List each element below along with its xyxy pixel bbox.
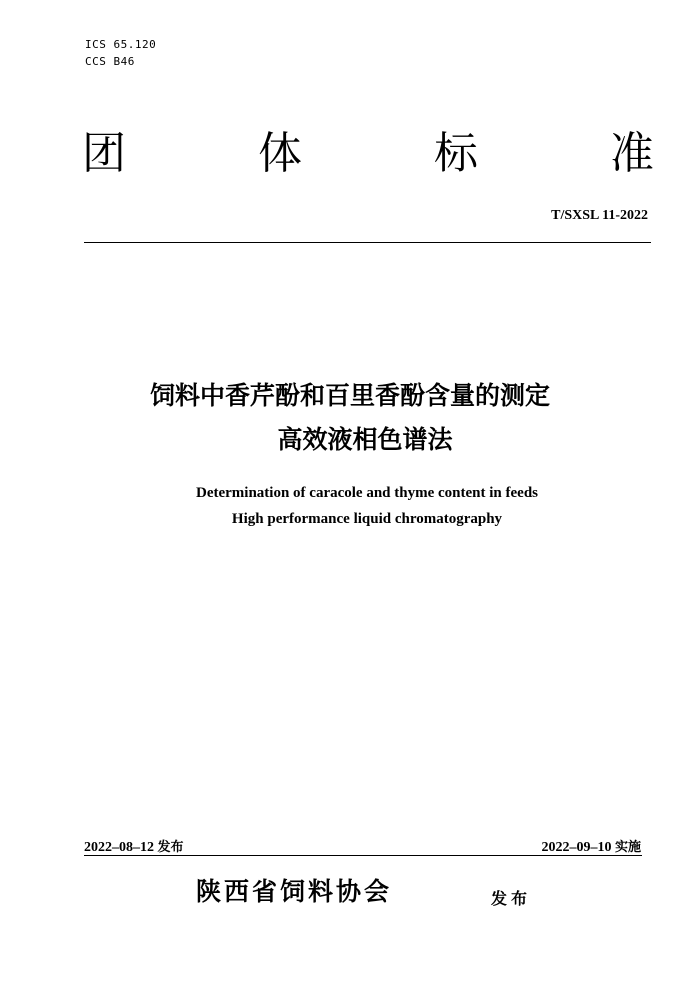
standard-type-char-4: 准 <box>610 128 654 179</box>
chinese-title-line-2: 高效液相色谱法 <box>277 425 453 454</box>
chinese-title-line-1: 饲料中香芹酚和百里香酚含量的测定 <box>149 381 550 410</box>
issue-date-value: 2022–08–12 <box>84 840 154 855</box>
ics-code: ICS 65.120 <box>85 38 157 51</box>
publisher-name: 陕西省饲料协会 <box>196 877 393 906</box>
issue-date <box>84 836 184 856</box>
standard-number: T/SXSL 11-2022 <box>551 208 648 223</box>
standard-type-char-1: 团 <box>82 128 126 179</box>
standard-type-heading <box>82 126 654 182</box>
footer-divider <box>84 855 642 856</box>
implementation-date-label: 实施 <box>614 840 641 855</box>
classification-codes <box>85 36 156 70</box>
issue-date-label: 发布 <box>157 840 184 855</box>
standard-type-char-2: 体 <box>258 128 302 179</box>
standard-type-char-3: 标 <box>434 128 478 179</box>
ccs-code: CCS B46 <box>85 55 135 68</box>
implementation-date-value: 2022–09–10 <box>541 840 612 855</box>
publisher-label: 发布 <box>491 889 532 908</box>
english-title-line-1: Determination of caracole and thyme content in feeds <box>195 485 539 501</box>
english-title-line-2: High performance liquid chromatography <box>231 511 503 527</box>
header-divider <box>84 242 651 243</box>
implementation-date <box>541 836 641 856</box>
